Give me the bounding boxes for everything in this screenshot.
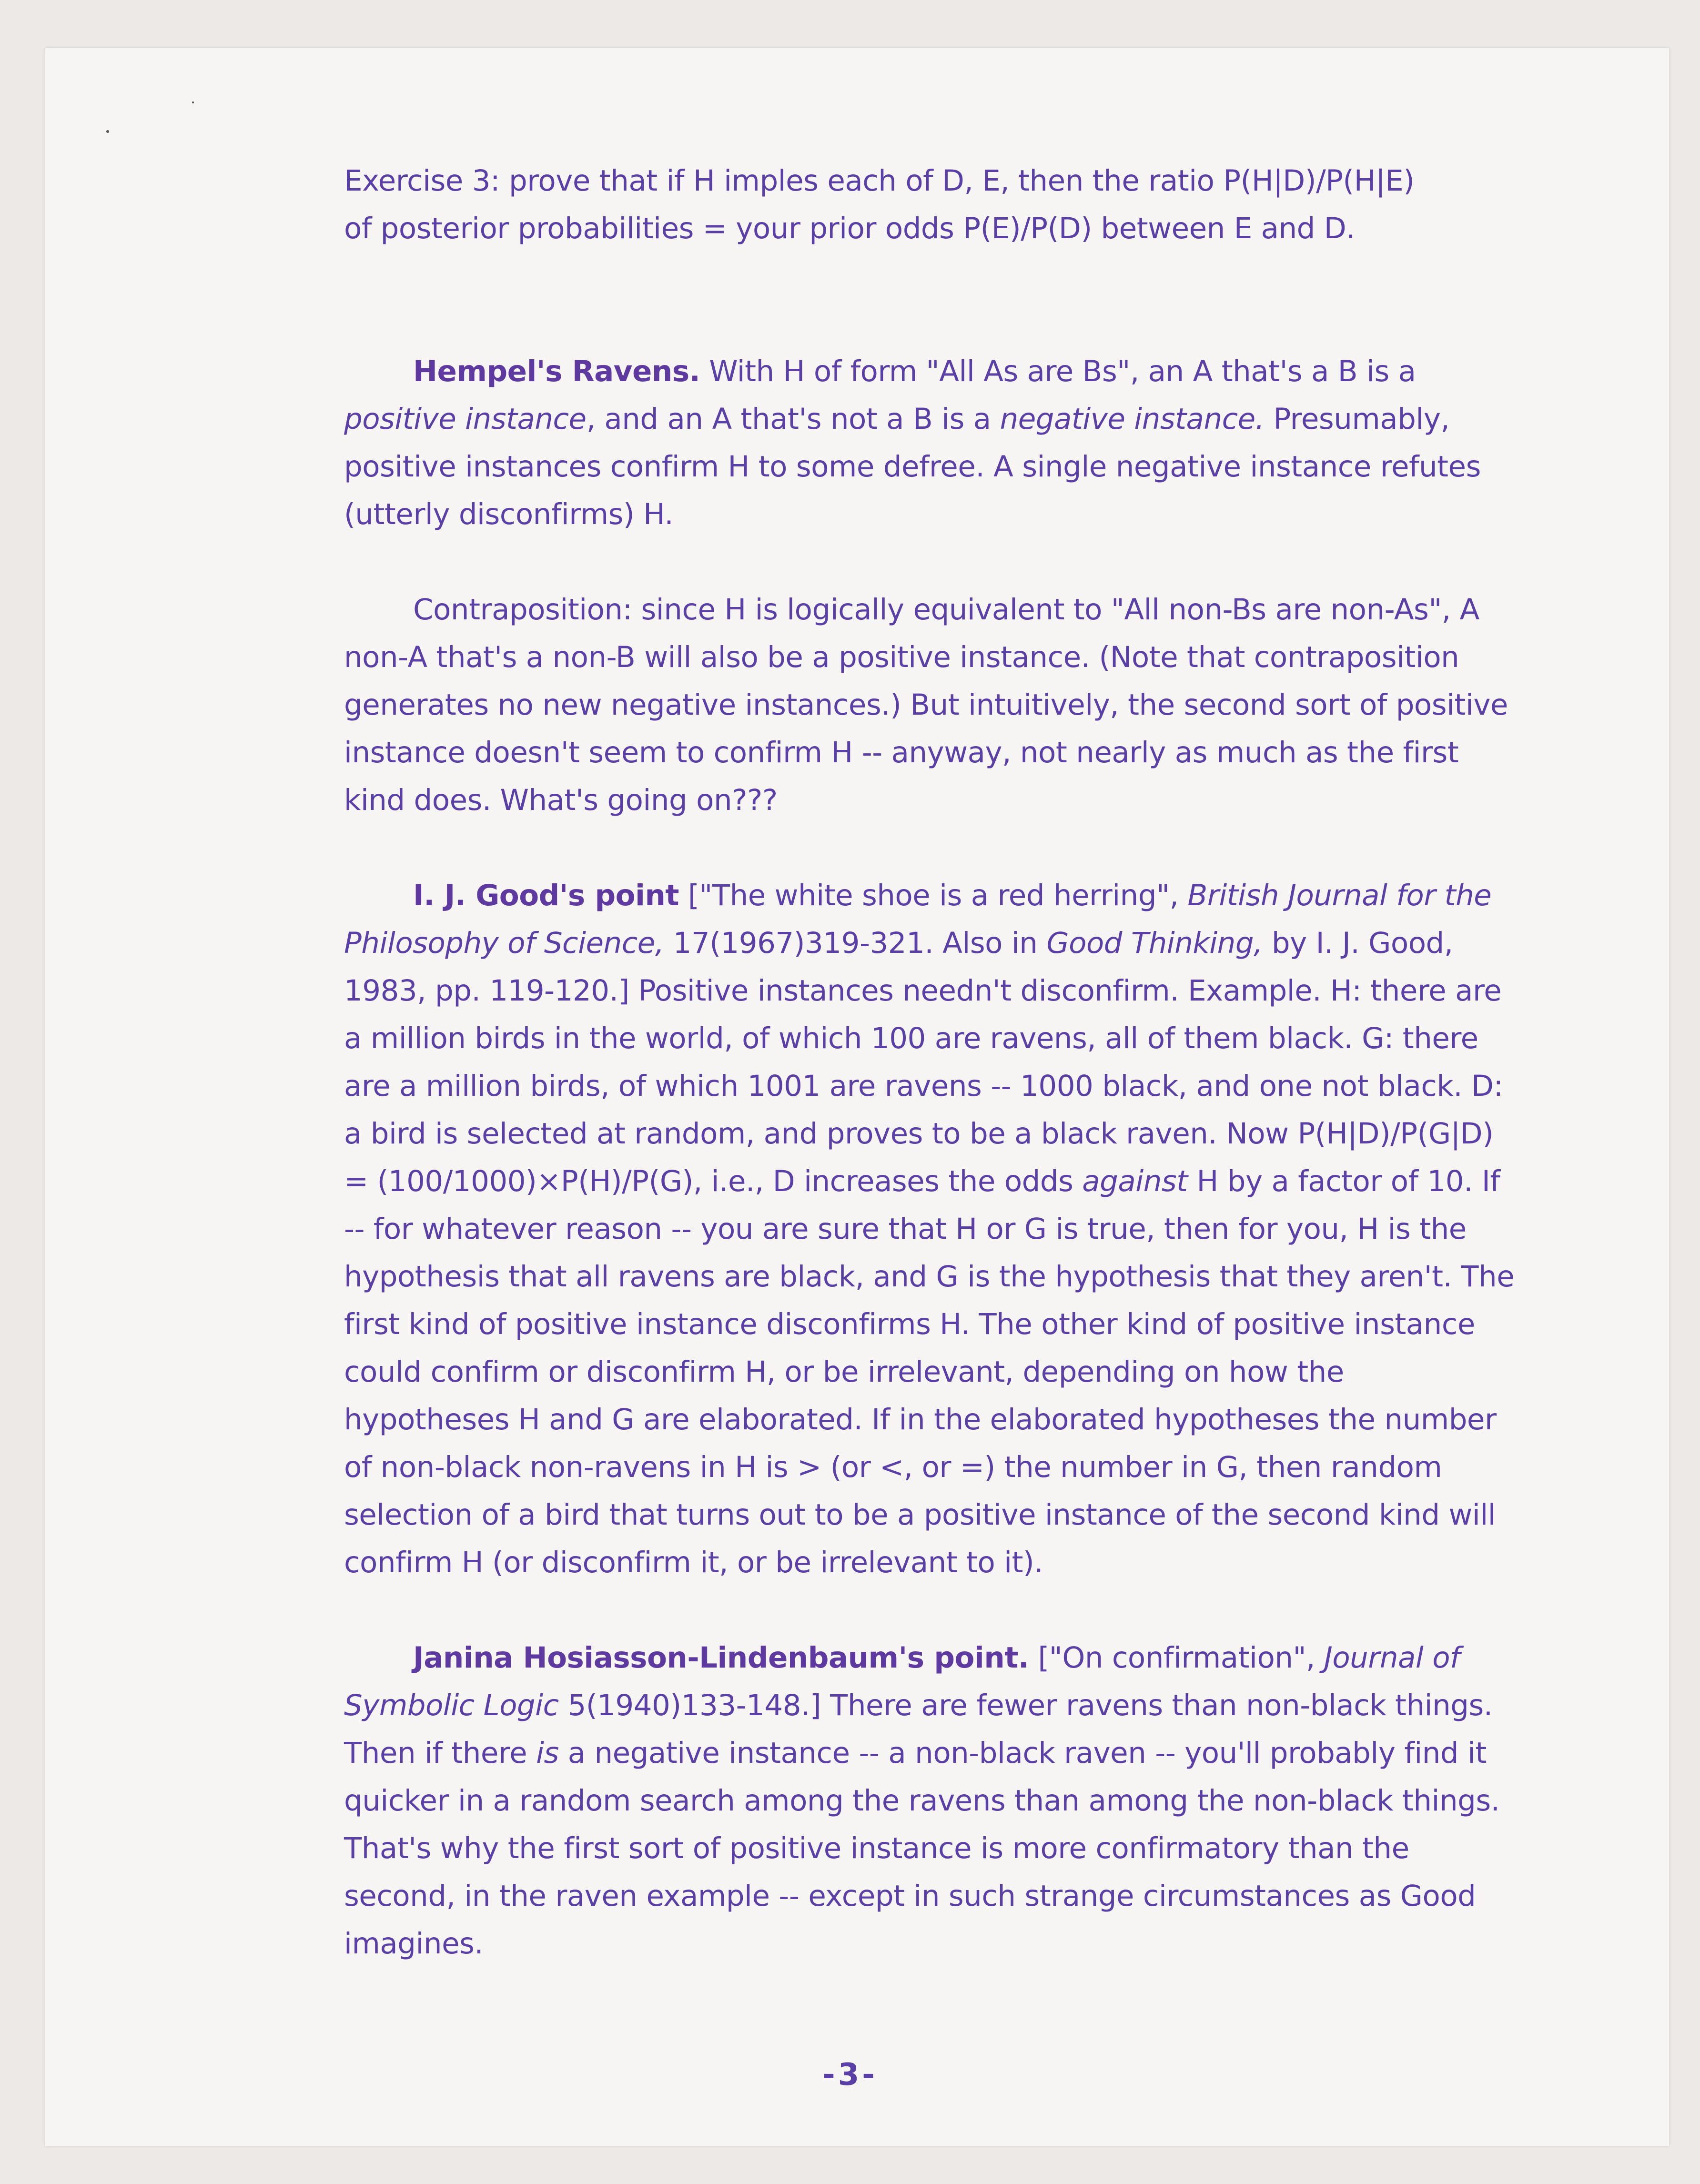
exercise-line-1: Exercise 3: prove that if H imples each of D, E, then the ratio P(H|D)/P(H|E)	[344, 164, 1415, 198]
hempel-text: With H of form "All As are Bs", an A that's a B is a	[700, 354, 1416, 388]
good-text: ["The white shoe is a red herring",	[679, 879, 1188, 912]
paper-speck	[192, 101, 194, 103]
hempel-text: , and an A that's not a B is a	[586, 402, 1000, 436]
negative-instance-term: negative instance.	[1000, 402, 1265, 436]
hempel-heading: Hempel's Ravens.	[413, 354, 700, 388]
hempel-text: Presumably, positive instances confirm H to some defree. A single negative instance refutes (utterly disconfirms) H.	[344, 402, 1481, 531]
janina-paragraph	[344, 1634, 1516, 1968]
good-citation-book: Good Thinking,	[1046, 926, 1263, 960]
good-text: H by a factor of 10. If -- for whatever reason -- you are sure that H or G is true, then for you, H is the hypothesis that all ravens are black, and G is the hypothesis that they aren't. The first kind of positive instance disconfirms H. The other kind of positive instance could confirm or disconfirm H, or be irrelevant, depending on how the hypotheses H and G are elaborated. If in the elaborated hypotheses the number of non-black non-ravens in H is > (or <, or =) the number in G, then random selection of a bird that turns out to be a positive instance of the second kind will confirm H (or disconfirm it, or be irrelevant to it).	[344, 1164, 1515, 1579]
contraposition-text: Contraposition: since H is logically equivalent to "All non-Bs are non-As", A non-A that's a non-B will also be a positive instance. (Note that contraposition generates no new negative instances.) But intuitively, the second sort of positive instance doesn't seem to confirm H -- anyway, not nearly as much as the first kind does. What's going on???	[344, 593, 1508, 817]
exercise-paragraph	[344, 157, 1516, 253]
good-text: 17(1967)319-321. Also in	[664, 926, 1047, 960]
good-text: by I. J. Good, 1983, pp. 119-120.] Positive instances needn't disconfirm. Example. H: there are a million birds in the world, of which 100 are ravens, all of them black. G: there are a million birds, of which 1001 are ravens -- 1000 black, and one not black. D: a bird is selected at random, and proves to be a black raven. Now P(H|D)/P(G|D) = (100/1000)×P(H)/P(G), i.e., D increases the odds	[344, 926, 1503, 1198]
good-emphasis-against: against	[1082, 1164, 1188, 1198]
janina-citation-journal: Journal of Symbolic Logic	[344, 1641, 1460, 1722]
exercise-line-2: of posterior probabilities = your prior odds P(E)/P(D) between E and D.	[344, 212, 1356, 245]
positive-instance-term: positive instance	[344, 402, 587, 436]
janina-text: ["On confirmation",	[1029, 1641, 1324, 1675]
janina-text: a negative instance -- a non-black raven -- you'll probably find it quicker in a random search among the ravens than among the non-black things. That's why the first sort of positive instance is more confirmatory than the second, in the raven example -- except in such strange circumstances as Good imagines.	[344, 1736, 1500, 1961]
document-body	[344, 157, 1516, 1968]
page-number: -3-	[822, 2057, 878, 2093]
good-paragraph	[344, 872, 1516, 1587]
janina-heading: Janina Hosiasson-Lindenbaum's point.	[413, 1641, 1029, 1675]
paper-speck	[106, 130, 109, 133]
janina-emphasis-is: is	[536, 1736, 559, 1770]
good-heading: I. J. Good's point	[413, 879, 679, 912]
janina-text: 5(1940)133-148.] There are fewer ravens than non-black things. Then if there	[344, 1689, 1493, 1770]
contraposition-paragraph	[344, 586, 1516, 824]
hempel-paragraph	[344, 348, 1516, 538]
good-citation-journal: British Journal for the Philosophy of Science,	[344, 879, 1492, 960]
